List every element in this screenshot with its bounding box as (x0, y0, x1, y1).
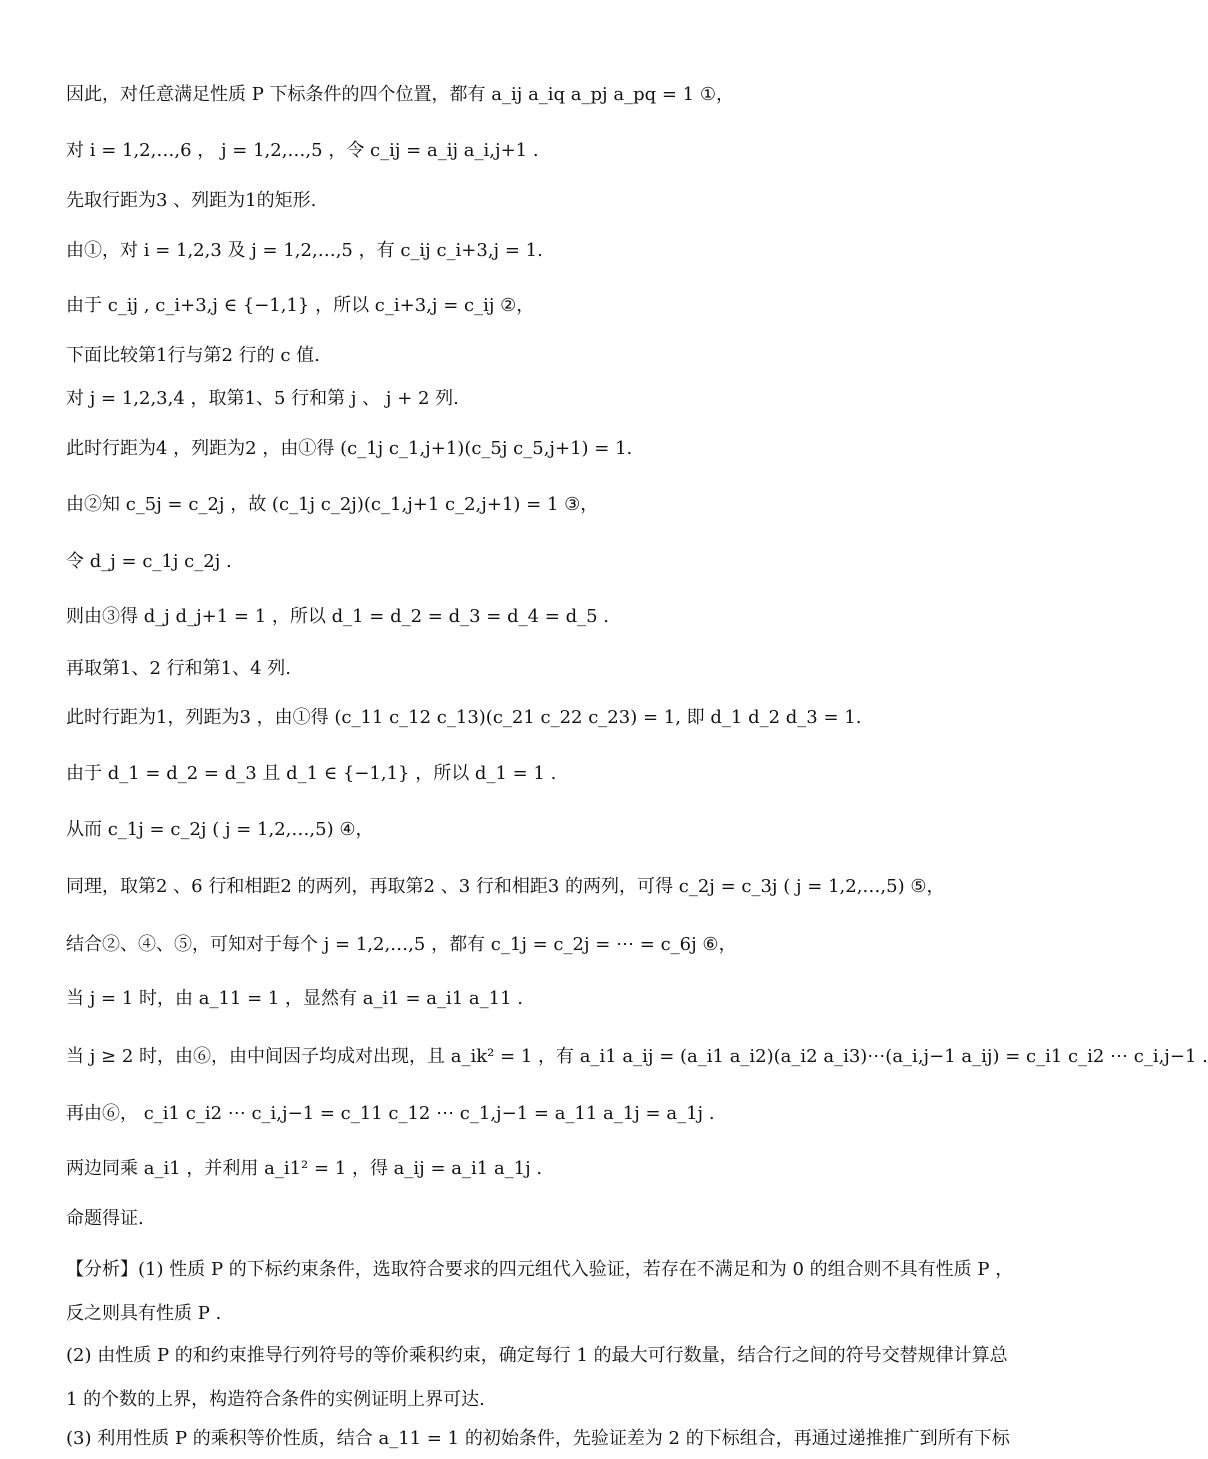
text-line: 由②知 c_5j = c_2j ，故 (c_1j c_2j)(c_1,j+1 c_2,j+1) = 1 ③， (66, 494, 599, 515)
text-line: 对 j = 1,2,3,4 ，取第1、5 行和第 j 、 j + 2 列. (66, 388, 459, 409)
text-line: 下面比较第1行与第2 行的 c 值. (66, 345, 320, 366)
analysis-part-1: 【分析】(1) 性质 P 的下标约束条件，选取符合要求的四元组代入验证，若存在不满足和为 0 的组合则不具有性质 P ，反之则具有性质 P . (66, 1259, 1014, 1324)
text-line: 先取行距为3 、列距为1的矩形. (66, 190, 317, 211)
text-line: 令 d_j = c_1j c_2j . (66, 551, 232, 572)
analysis-part-2: (2) 由性质 P 的和约束推导行列符号的等价乘积约束，确定每行 1 的最大可行数量，结合行之间的符号交替规律计算总 1 的个数的上界，构造符合条件的实例证明上界可达. (66, 1345, 1008, 1410)
text-line: 因此，对任意满足性质 P 下标条件的四个位置，都有 a_ij a_iq a_pj a_pq = 1 ①， (66, 84, 734, 105)
text-line: 对 i = 1,2,…,6 ， j = 1,2,…,5 ，令 c_ij = a_ij a_i,j+1 . (66, 140, 539, 161)
text-line: 从而 c_1j = c_2j ( j = 1,2,…,5) ④， (66, 819, 374, 840)
text-line: 再取第1、2 行和第1、4 列. (66, 658, 291, 679)
text-line: 此时行距为4 ，列距为2 ，由①得 (c_1j c_1,j+1)(c_5j c_5,j+1) = 1. (66, 438, 633, 459)
text-line: 此时行距为1，列距为3 ，由①得 (c_11 c_12 c_13)(c_21 c_22 c_23) = 1, 即 d_1 d_2 d_3 = 1. (66, 707, 862, 728)
text-line: 当 j = 1 时，由 a_11 = 1 ，显然有 a_i1 = a_i1 a_11 . (66, 988, 523, 1009)
text-line: 由于 d_1 = d_2 = d_3 且 d_1 ∈ {−1,1} ，所以 d_1 = 1 . (66, 763, 557, 784)
text-line: 同理，取第2 、6 行和相距2 的两列，再取第2 、3 行和相距3 的两列，可得 c_2j = c_3j ( j = 1,2,…,5) ⑤， (66, 876, 945, 897)
text-line: 由于 c_ij , c_i+3,j ∈ {−1,1} ，所以 c_i+3,j = c_ij ②， (66, 295, 535, 316)
text-line: 两边同乘 a_i1 ，并利用 a_i1² = 1 ，得 a_ij = a_i1 a_1j . (66, 1158, 543, 1179)
text-line: 命题得证. (66, 1208, 144, 1229)
analysis-part-3: (3) 利用性质 P 的乘积等价性质，结合 a_11 = 1 的初始条件，先验证差为 2 的下标组合，再通过递推推广到所有下标 (66, 1428, 1010, 1449)
text-line: 当 j ≥ 2 时，由⑥，由中间因子均成对出现，且 a_ik² = 1 ，有 a_i1 a_ij = (a_i1 a_i2)(a_i2 a_i3)⋯(a_i,j−1 a_ij) = c_i1 c_i2 ⋯ c_i,j−1 . (66, 1046, 1208, 1067)
text-line: 结合②、④、⑤，可知对于每个 j = 1,2,…,5 ，都有 c_1j = c_2j = ⋯ = c_6j ⑥， (66, 934, 737, 955)
text-line: 由①，对 i = 1,2,3 及 j = 1,2,…,5 ，有 c_ij c_i+3,j = 1. (66, 240, 543, 261)
text-line: 则由③得 d_j d_j+1 = 1 ，所以 d_1 = d_2 = d_3 = d_4 = d_5 . (66, 606, 610, 627)
text-line: 再由⑥， c_i1 c_i2 ⋯ c_i,j−1 = c_11 c_12 ⋯ c_1,j−1 = a_11 a_1j = a_1j . (66, 1103, 715, 1124)
